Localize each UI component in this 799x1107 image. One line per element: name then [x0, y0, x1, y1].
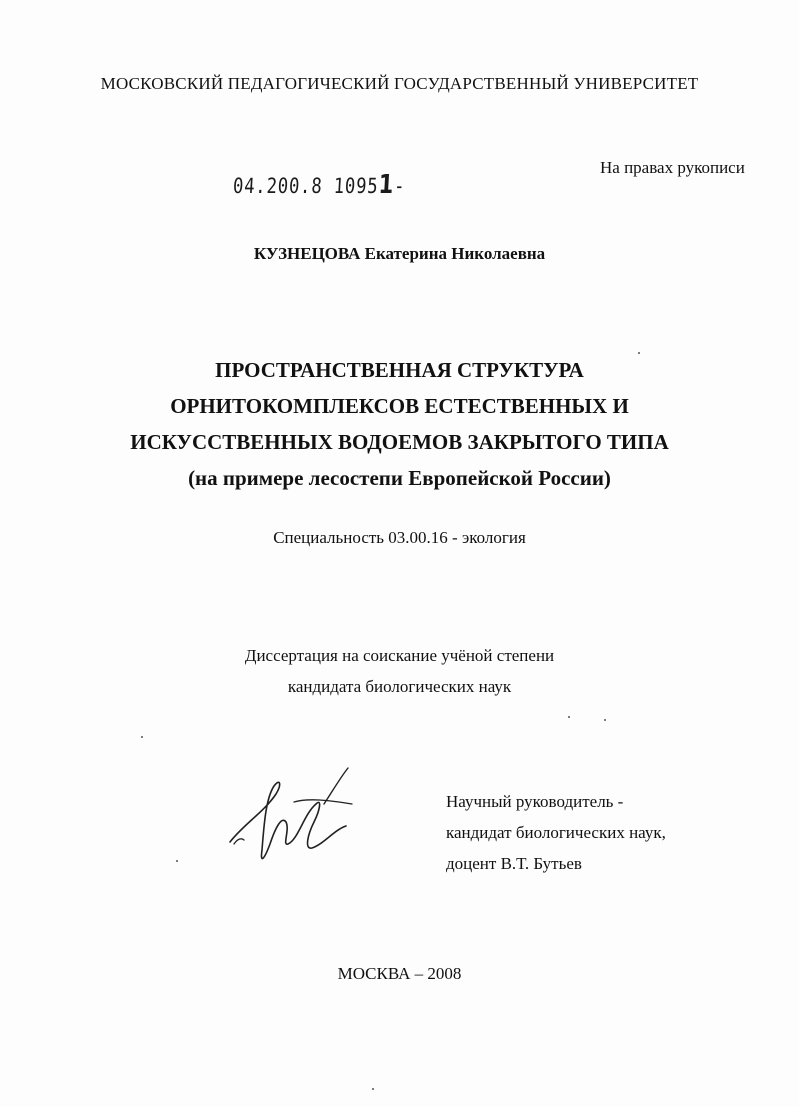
registration-stamp: [232, 170, 406, 200]
advisor-line: кандидат биологических наук,: [446, 823, 666, 842]
scan-speck: [141, 736, 143, 738]
scan-speck: [604, 719, 606, 721]
thesis-title: [0, 352, 799, 496]
stamp-tail: -: [393, 174, 407, 198]
advisor-line: Научный руководитель -: [446, 792, 624, 811]
title-line: ИСКУССТВЕННЫХ ВОДОЕМОВ ЗАКРЫТОГО ТИПА: [130, 430, 669, 454]
specialty: Специальность 03.00.16 - экология: [273, 528, 526, 547]
scan-speck: [638, 352, 640, 354]
scan-speck: [372, 1088, 374, 1090]
degree-line: Диссертация на соискание учёной степени: [244, 646, 555, 665]
title-line: ОРНИТОКОМПЛЕКСОВ ЕСТЕСТВЕННЫХ И: [170, 394, 629, 418]
signature-image: [224, 764, 364, 874]
stamp-number: 04.200.8 1095: [232, 174, 380, 198]
scientific-advisor: [446, 786, 666, 879]
degree-line: кандидата биологических наук: [287, 677, 512, 696]
scan-speck: [568, 716, 570, 718]
manuscript-rights-note: На правах рукописи: [600, 158, 745, 177]
title-line: ПРОСТРАНСТВЕННАЯ СТРУКТУРА: [215, 358, 584, 382]
scan-speck: [176, 860, 178, 862]
author-name: КУЗНЕЦОВА Екатерина Николаевна: [253, 244, 546, 263]
stamp-handwritten-digit: 1: [377, 170, 396, 200]
university-name: МОСКОВСКИЙ ПЕДАГОГИЧЕСКИЙ ГОСУДАРСТВЕННЫЙ УНИВЕРСИТЕТ: [100, 74, 699, 93]
title-subtitle: (на примере лесостепи Европейской России): [188, 466, 611, 490]
dissertation-degree: [0, 640, 799, 702]
city-year: МОСКВА – 2008: [337, 964, 462, 983]
advisor-line: доцент В.Т. Бутьев: [446, 854, 582, 873]
